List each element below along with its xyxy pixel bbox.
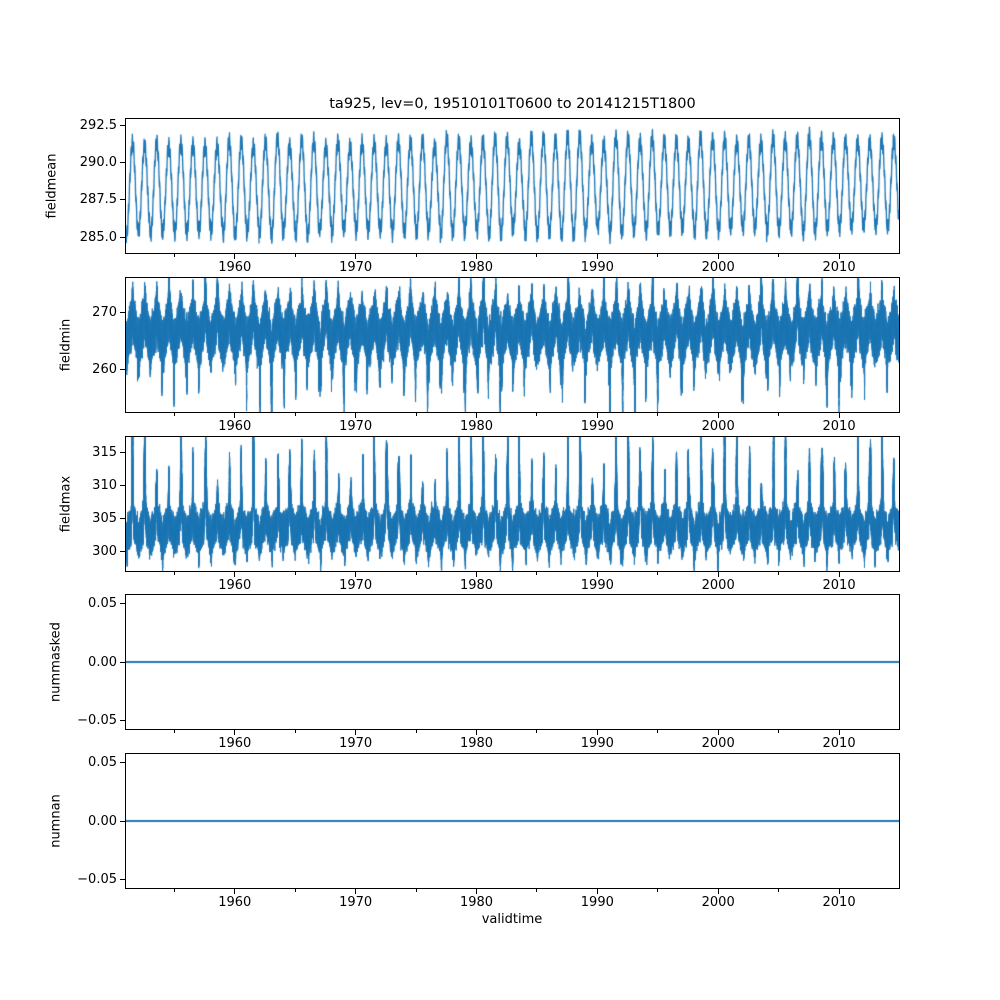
x-tick-label: 1990: [580, 578, 614, 593]
subplot-fieldmax: [125, 436, 900, 572]
x-minor-tick: [416, 413, 417, 416]
x-major-tick: [839, 254, 840, 259]
x-minor-tick: [416, 254, 417, 257]
x-tick-label: 2010: [822, 260, 856, 275]
x-major-tick: [839, 572, 840, 577]
x-tick-label: 1970: [339, 736, 373, 751]
y-tick-label-nummasked: 0.05: [88, 596, 117, 612]
y-tick-fieldmax: [120, 551, 125, 552]
x-tick-label: 1990: [580, 260, 614, 275]
x-major-tick: [355, 254, 356, 259]
x-minor-tick: [536, 413, 537, 416]
y-tick-label-fieldmax: 310: [92, 478, 117, 494]
y-tick-label-nummasked: −0.05: [77, 712, 117, 728]
x-minor-tick: [174, 413, 175, 416]
x-tick-label: 1980: [459, 419, 494, 434]
y-tick-label-fieldmean: 292.5: [79, 117, 117, 133]
x-major-tick: [355, 730, 356, 735]
y-tick-fieldmean: [120, 162, 125, 163]
x-minor-tick: [536, 254, 537, 257]
y-tick-fieldmean: [120, 125, 125, 126]
x-tick-label: 2000: [701, 419, 735, 434]
x-minor-tick: [778, 889, 779, 892]
x-minor-tick: [778, 413, 779, 416]
plot-canvas-fieldmin: [126, 278, 899, 412]
x-minor-tick: [657, 889, 658, 892]
plot-canvas-fieldmax: [126, 437, 899, 571]
y-tick-fieldmean: [120, 199, 125, 200]
x-minor-tick: [174, 572, 175, 575]
x-minor-tick: [295, 254, 296, 257]
figure-title: ta925, lev=0, 19510101T0600 to 20141215T1800: [329, 96, 696, 112]
y-tick-fieldmean: [120, 237, 125, 238]
x-minor-tick: [416, 572, 417, 575]
y-axis-label-fieldmax: fieldmax: [58, 475, 74, 533]
x-minor-tick: [778, 254, 779, 257]
x-tick-label: 1980: [459, 736, 494, 751]
y-tick-label-fieldmean: 287.5: [79, 192, 117, 208]
x-major-tick: [597, 413, 598, 418]
x-major-tick: [476, 572, 477, 577]
subplot-nummasked: [125, 594, 900, 730]
x-major-tick: [597, 254, 598, 259]
y-tick-label-fieldmax: 315: [92, 445, 117, 461]
x-tick-label: 1990: [580, 736, 614, 751]
x-tick-label: 2000: [701, 578, 735, 593]
subplot-numnan: [125, 753, 900, 889]
x-major-tick: [839, 730, 840, 735]
x-tick-label: 1990: [580, 419, 614, 434]
x-axis-label: validtime: [481, 912, 543, 927]
x-tick-label: 1970: [339, 578, 373, 593]
y-tick-label-fieldmin: 270: [92, 305, 117, 321]
y-axis-label-numnan: numnan: [48, 794, 64, 848]
y-tick-fieldmax: [120, 518, 125, 519]
y-tick-label-fieldmean: 290.0: [79, 155, 117, 171]
x-tick-label: 1990: [580, 895, 614, 910]
x-major-tick: [476, 889, 477, 894]
x-minor-tick: [174, 254, 175, 257]
x-tick-label: 1980: [459, 260, 494, 275]
subplot-fieldmin: [125, 277, 900, 413]
y-axis-label-nummasked: nummasked: [48, 622, 64, 702]
x-major-tick: [718, 889, 719, 894]
x-minor-tick: [536, 730, 537, 733]
y-tick-nummasked: [120, 720, 125, 721]
x-minor-tick: [295, 413, 296, 416]
x-minor-tick: [657, 413, 658, 416]
x-tick-label: 2000: [701, 260, 735, 275]
x-tick-label: 1960: [218, 895, 252, 910]
x-major-tick: [476, 254, 477, 259]
x-major-tick: [234, 254, 235, 259]
x-major-tick: [718, 572, 719, 577]
y-axis-label-fieldmean: fieldmean: [44, 153, 60, 219]
x-major-tick: [597, 572, 598, 577]
x-minor-tick: [295, 572, 296, 575]
x-major-tick: [234, 572, 235, 577]
y-tick-fieldmin: [120, 369, 125, 370]
y-tick-label-fieldmax: 300: [92, 544, 117, 560]
x-minor-tick: [536, 572, 537, 575]
x-major-tick: [597, 889, 598, 894]
x-minor-tick: [416, 889, 417, 892]
x-major-tick: [597, 730, 598, 735]
y-tick-fieldmax: [120, 485, 125, 486]
x-tick-label: 1960: [218, 736, 252, 751]
x-major-tick: [355, 413, 356, 418]
y-tick-label-numnan: 0.00: [88, 813, 117, 829]
y-tick-label-fieldmax: 305: [92, 511, 117, 527]
y-tick-numnan: [120, 879, 125, 880]
x-major-tick: [718, 254, 719, 259]
y-tick-nummasked: [120, 662, 125, 663]
subplot-fieldmean: [125, 118, 900, 254]
y-tick-label-numnan: 0.05: [88, 755, 117, 771]
x-minor-tick: [536, 889, 537, 892]
x-major-tick: [234, 730, 235, 735]
y-tick-fieldmin: [120, 312, 125, 313]
x-minor-tick: [174, 730, 175, 733]
x-major-tick: [355, 889, 356, 894]
y-tick-label-fieldmean: 285.0: [79, 229, 117, 245]
x-tick-label: 2010: [822, 578, 856, 593]
y-axis-label-fieldmin: fieldmin: [58, 318, 74, 372]
y-tick-label-fieldmin: 260: [92, 361, 117, 377]
y-tick-numnan: [120, 821, 125, 822]
x-minor-tick: [778, 572, 779, 575]
x-major-tick: [355, 572, 356, 577]
x-tick-label: 1960: [218, 260, 252, 275]
x-tick-label: 1970: [339, 419, 373, 434]
x-tick-label: 1970: [339, 895, 373, 910]
x-minor-tick: [295, 889, 296, 892]
x-minor-tick: [416, 730, 417, 733]
plot-canvas-nummasked: [126, 595, 899, 729]
x-tick-label: 2000: [701, 736, 735, 751]
x-major-tick: [234, 413, 235, 418]
x-tick-label: 2010: [822, 895, 856, 910]
x-tick-label: 1970: [339, 260, 373, 275]
x-major-tick: [718, 413, 719, 418]
x-major-tick: [476, 413, 477, 418]
x-minor-tick: [174, 889, 175, 892]
x-tick-label: 1960: [218, 419, 252, 434]
x-minor-tick: [778, 730, 779, 733]
x-major-tick: [476, 730, 477, 735]
x-tick-label: 2000: [701, 895, 735, 910]
x-minor-tick: [295, 730, 296, 733]
y-tick-fieldmax: [120, 452, 125, 453]
y-tick-nummasked: [120, 603, 125, 604]
plot-canvas-numnan: [126, 754, 899, 888]
x-major-tick: [839, 413, 840, 418]
x-tick-label: 2010: [822, 419, 856, 434]
x-minor-tick: [657, 730, 658, 733]
x-minor-tick: [657, 254, 658, 257]
plot-canvas-fieldmean: [126, 119, 899, 253]
x-tick-label: 1980: [459, 895, 494, 910]
x-major-tick: [839, 889, 840, 894]
x-tick-label: 1960: [218, 578, 252, 593]
x-minor-tick: [657, 572, 658, 575]
y-tick-label-nummasked: 0.00: [88, 654, 117, 670]
x-major-tick: [718, 730, 719, 735]
x-major-tick: [234, 889, 235, 894]
y-tick-label-numnan: −0.05: [77, 871, 117, 887]
x-tick-label: 2010: [822, 736, 856, 751]
y-tick-numnan: [120, 762, 125, 763]
x-tick-label: 1980: [459, 578, 494, 593]
